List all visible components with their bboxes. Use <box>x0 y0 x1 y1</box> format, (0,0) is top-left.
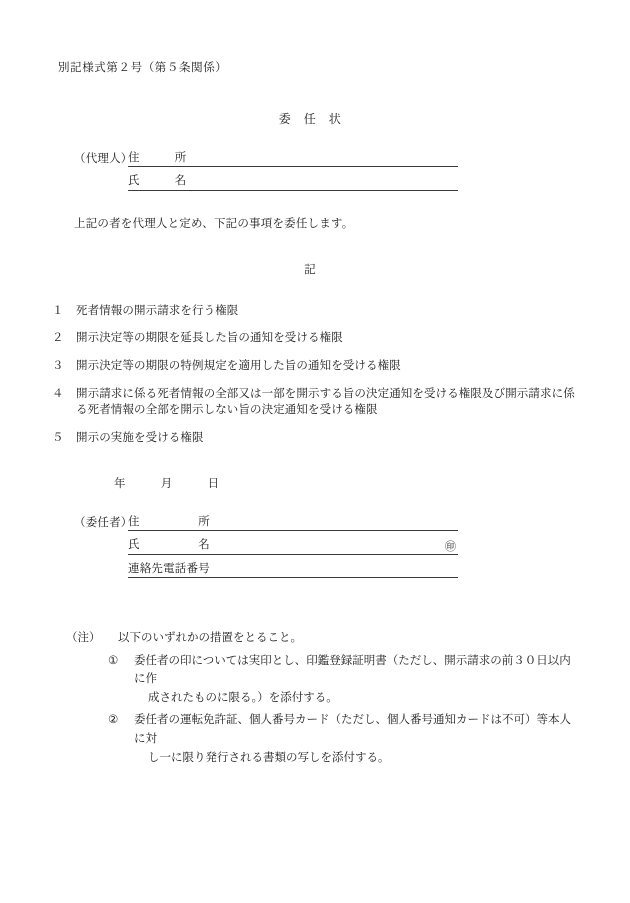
power-text: 開示決定等の期限を延長した旨の通知を受ける権限 <box>76 332 343 345</box>
notes-section <box>52 630 578 767</box>
power-number: ５ <box>52 432 64 445</box>
list-item <box>52 303 578 320</box>
note-text-1 <box>134 652 578 708</box>
delegator-tag-spacer <box>74 553 128 555</box>
seal-icon: ㊞ <box>445 540 456 553</box>
power-text: 開示決定等の期限の特例規定を適用した旨の通知を受ける権限 <box>76 360 401 373</box>
note-text-2-line2: し一に限り発行される書類の写しを添付する。 <box>148 751 390 764</box>
agent-tag: （代理人） <box>74 152 133 165</box>
delegator-phone-field[interactable] <box>128 564 458 579</box>
list-item <box>52 330 578 347</box>
list-item <box>52 386 578 419</box>
agent-address-row <box>74 153 578 168</box>
note-text-1-line2: 成されたものに限る。）を添付する。 <box>148 691 338 704</box>
notes-tag: （注） <box>66 632 101 645</box>
powers-list <box>52 303 578 447</box>
agent-tag-spacer <box>74 189 128 191</box>
delegator-name-row <box>74 540 578 555</box>
agent-name-label: 氏 名 <box>128 175 187 188</box>
note-text-1-line1: 委任者の印については実印とし、印鑑登録証明書（ただし、開示請求の前３０日以内に作 <box>134 654 571 686</box>
power-text: 開示請求に係る死者情報の全部又は一部を開示する旨の決定通知を受ける権限及び開示請求に係る死者情報の全部を開示しない旨の決定通知を受ける権限 <box>76 387 575 417</box>
form-number: 別記様式第２号（第５条関係） <box>58 62 228 74</box>
power-number: １ <box>52 304 64 317</box>
agent-name-field[interactable] <box>128 176 458 191</box>
list-item <box>52 358 578 375</box>
delegator-phone-row <box>74 564 578 579</box>
list-item <box>66 652 578 708</box>
delegator-section <box>52 517 578 579</box>
list-item <box>52 430 578 447</box>
agent-address-field[interactable] <box>128 153 458 168</box>
power-text: 開示の実施を受ける権限 <box>76 432 204 445</box>
power-number: ２ <box>52 332 64 345</box>
agent-section <box>52 153 578 191</box>
date-line[interactable]: 年 月 日 <box>114 477 220 490</box>
delegator-name-label: 氏 名 <box>128 539 210 552</box>
list-item <box>66 711 578 767</box>
delegation-statement: 上記の者を代理人と定め、下記の事項を委任します。 <box>74 217 354 230</box>
note-text-2-line1: 委任者の運転免許証、個人番号カード（ただし、個人番号通知カードは不可）等本人に対 <box>134 714 571 746</box>
power-number: ４ <box>52 387 64 400</box>
delegator-phone-label: 連絡先電話番号 <box>128 562 210 575</box>
note-text-2 <box>134 711 578 767</box>
delegator-tag: （委任者） <box>74 516 133 529</box>
agent-address-label: 住 所 <box>128 151 187 164</box>
power-number: ３ <box>52 360 64 373</box>
ki-heading: 記 <box>304 263 316 276</box>
notes-intro: 以下のいずれかの措置をとること。 <box>118 632 302 645</box>
notes-header <box>66 630 578 647</box>
delegator-address-label: 住 所 <box>128 515 210 528</box>
delegator-name-field[interactable] <box>128 540 458 555</box>
agent-name-row <box>74 176 578 191</box>
note-marker-2: ② <box>108 714 119 727</box>
delegator-address-field[interactable] <box>128 517 458 532</box>
note-marker-1: ① <box>108 654 119 667</box>
page-title: 委 任 状 <box>278 111 342 126</box>
delegator-tag-spacer-2 <box>74 576 128 578</box>
delegator-address-row <box>74 517 578 532</box>
power-text: 死者情報の開示請求を行う権限 <box>76 304 239 317</box>
